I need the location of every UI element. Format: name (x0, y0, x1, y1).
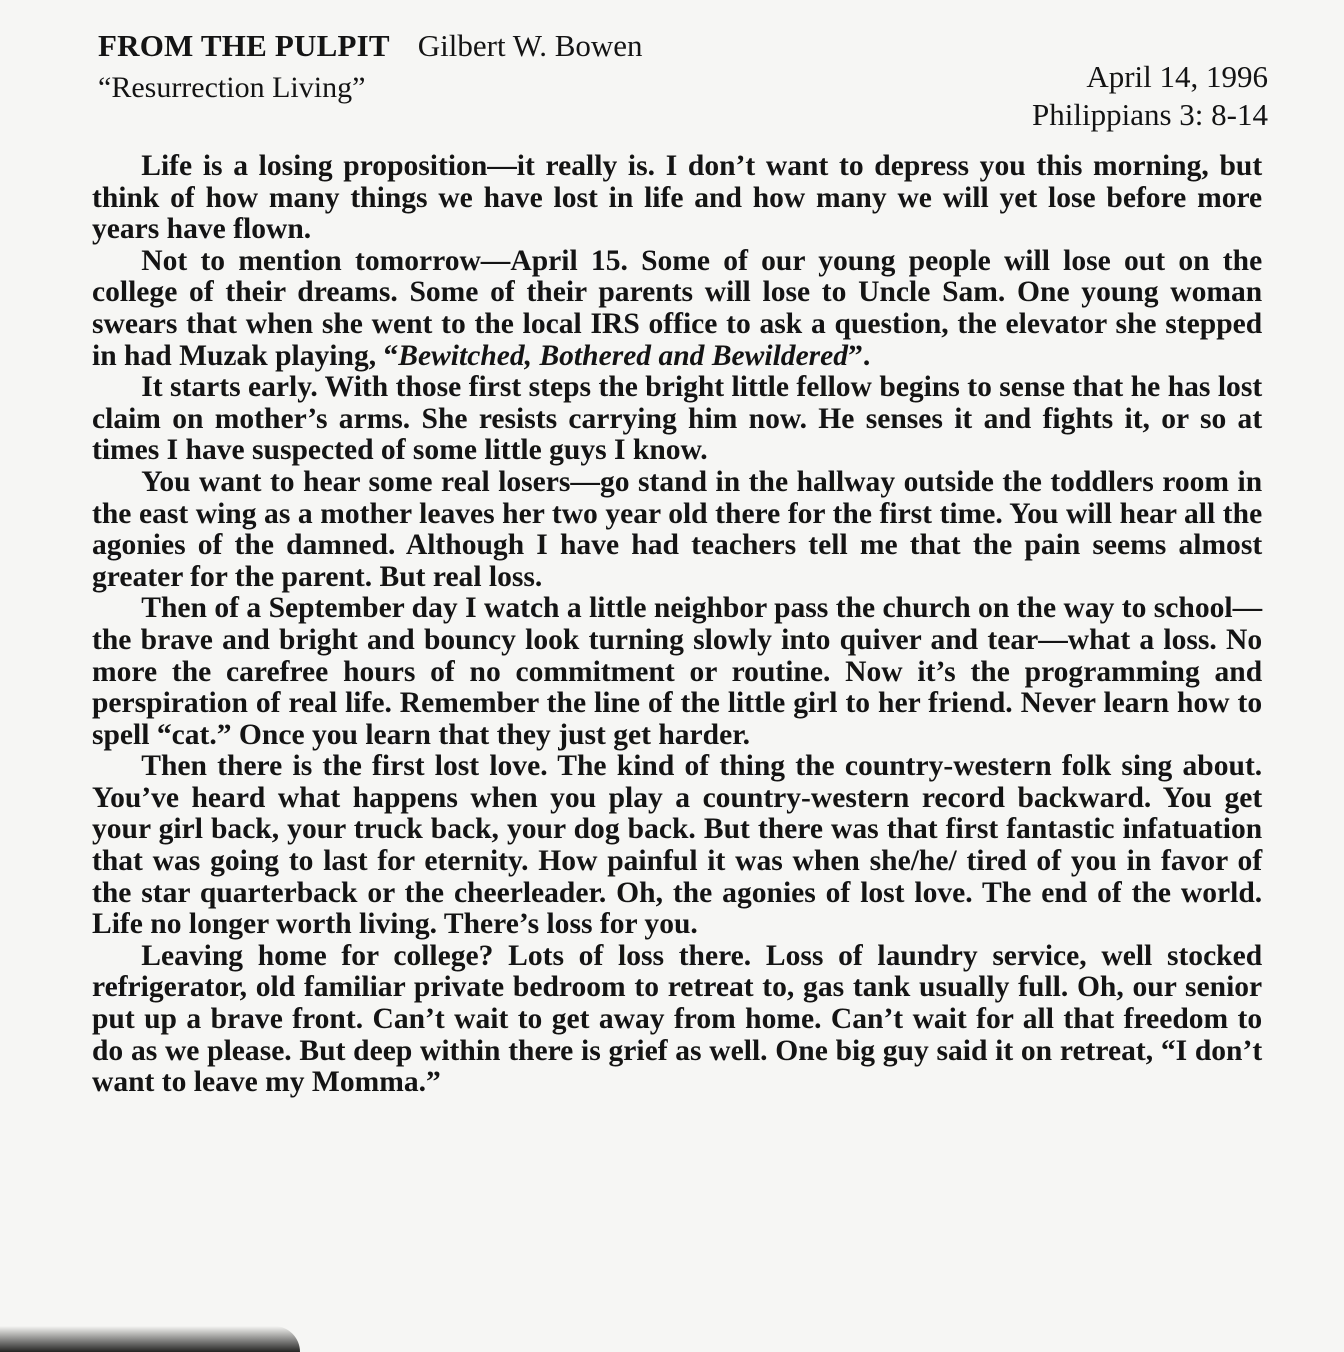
paragraph-6: Then there is the first lost love. The kind of thing the country-western folk sing about. You’ve heard what happens when you play a country-western record backward. You get your girl back, your truck back, your dog back. But there was that first fantastic infatuation that was going to last for eternity. How painful it was when she/he/ tired of you in favor of the star quarterback or the cheerleader. Oh, the agonies of lost love. The end of the world. Life no longer worth living. There’s loss for you. (92, 749, 1263, 941)
paragraph-1: Life is a losing proposition—it really is. I don’t want to depress you this morning, but think of how many things we have lost in life and how many we will yet lose before more years have flown. (92, 149, 1263, 246)
scan-shadow (0, 1326, 300, 1352)
paragraph-2-text: Not to mention tomorrow—April 15. Some of our young people will lose out on the college of their dreams. Some of their parents will lose to Uncle Sam. One young woman swears that when she went to the local IRS office to ask a question, the elevator she stepped in had Muzak playing, “ (92, 243, 1263, 372)
author-name: Gilbert W. Bowen (417, 28, 643, 63)
column-label: FROM THE PULPIT (98, 28, 390, 63)
paragraph-4: You want to hear some real losers—go stand in the hallway outside the toddlers room in the east wing as a mother leaves her two year old there for the first time. You will hear all the agonies of the damned. Although I have had teachers tell me that the pain seems almost greater for the parent. But real loss. (92, 464, 1263, 593)
paragraph-7: Leaving home for college? Lots of loss there. Loss of laundry service, well stocked refrigerator, old familiar private bedroom to retreat to, gas tank usually full. Oh, our senior put up a brave front. Can’t wait to get away from home. Can’t wait for all that freedom to do as we please. But deep within there is grief as well. One big guy said it on retreat, “I don’t want to leave my Momma.” (92, 938, 1263, 1099)
paragraph-2-end: ”. (848, 338, 871, 372)
paragraph-3: It starts early. With those first steps the bright little fellow begins to sense that he has lost claim on mother’s arms. She resists carrying him now. He senses it and fights it, or so at times I have suspected of some little guys I know. (92, 370, 1263, 467)
scripture-reference: Philippians 3: 8-14 (1032, 97, 1268, 132)
sermon-date: April 14, 1996 (1086, 59, 1268, 94)
header-byline (98, 28, 643, 64)
paragraph-5: Then of a September day I watch a little neighbor pass the church on the way to school—the brave and bright and bouncy look turning slowly into quiver and tear—what a loss. No more the carefree hours of no commitment or routine. Now it’s the programming and perspiration of real life. Remember the line of the little girl to her friend. Never learn how to spell “cat.” Once you learn that they just get harder. (92, 591, 1263, 751)
song-title: Bewitched, Bothered and Bewildered (398, 338, 849, 372)
paragraph-2 (92, 245, 1262, 371)
sermon-body (92, 150, 1262, 1098)
header-right (1032, 58, 1268, 134)
sermon-title: “Resurrection Living” (98, 71, 366, 104)
header-left (98, 28, 643, 106)
